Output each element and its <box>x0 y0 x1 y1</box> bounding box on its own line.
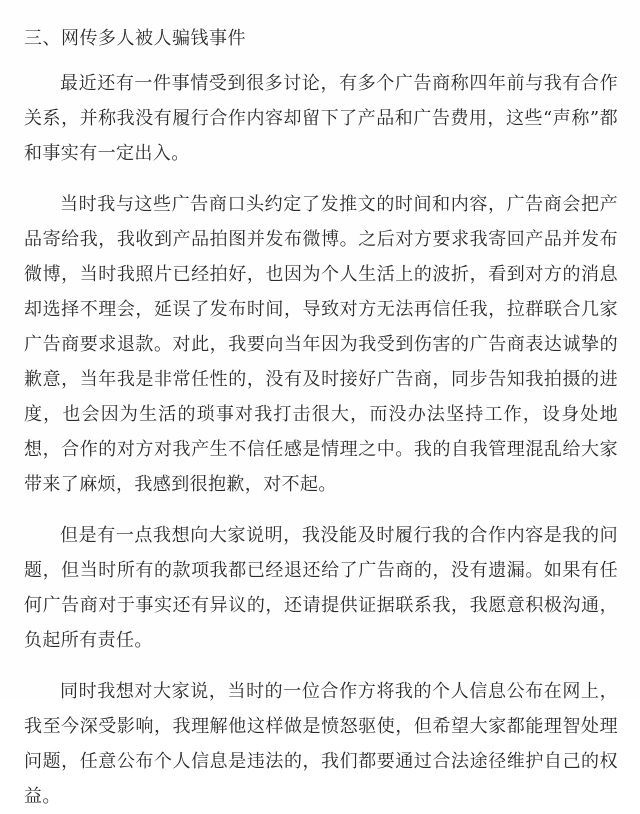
paragraph-4: 同时我想对大家说，当时的一位合作方将我的个人信息公布在网上，我至今深受影响，我理解他这样做是愤怒驱使，但希望大家都能理智处理问题，任意公布个人信息是违法的，我们都要通过合法途径维护自己的权益。 <box>24 681 618 807</box>
paragraph-3: 但是有一点我想向大家说明，我没能及时履行我的合作内容是我的问题，但当时所有的款项我都已经退还给了广告商的，没有遗漏。如果有任何广告商对于事实还有异议的，还请提供证据联系我，我愿意积极沟通，负起所有责任。 <box>24 525 618 651</box>
paragraph-2: 当时我与这些广告商口头约定了发推文的时间和内容，广告商会把产品寄给我，我收到产品拍图并发布微博。之后对方要求我寄回产品并发布微博，当时我照片已经拍好，也因为个人生活上的波折，看到对方的消息却选择不理会，延误了发布时间，导致对方无法再信任我，拉群联合几家广告商要求退款。对此，我要向当年因为我受到伤害的广告商表达诚挚的歉意，当年我是非常任性的，没有及时接好广告商，同步告知我拍摄的进度，也会因为生活的琐事对我打击很大，而没办法坚持工作，设身处地想，合作的对方对我产生不信任感是情理之中。我的自我管理混乱给大家带来了麻烦，我感到很抱歉，对不起。 <box>24 194 618 495</box>
paragraph-1: 最近还有一件事情受到很多讨论，有多个广告商称四年前与我有合作关系，并称我没有履行合作内容却留下了产品和广告费用，这些“声称”都和事实有一定出入。 <box>24 73 618 164</box>
section-heading: 三、网传多人被人骗钱事件 <box>24 28 246 49</box>
